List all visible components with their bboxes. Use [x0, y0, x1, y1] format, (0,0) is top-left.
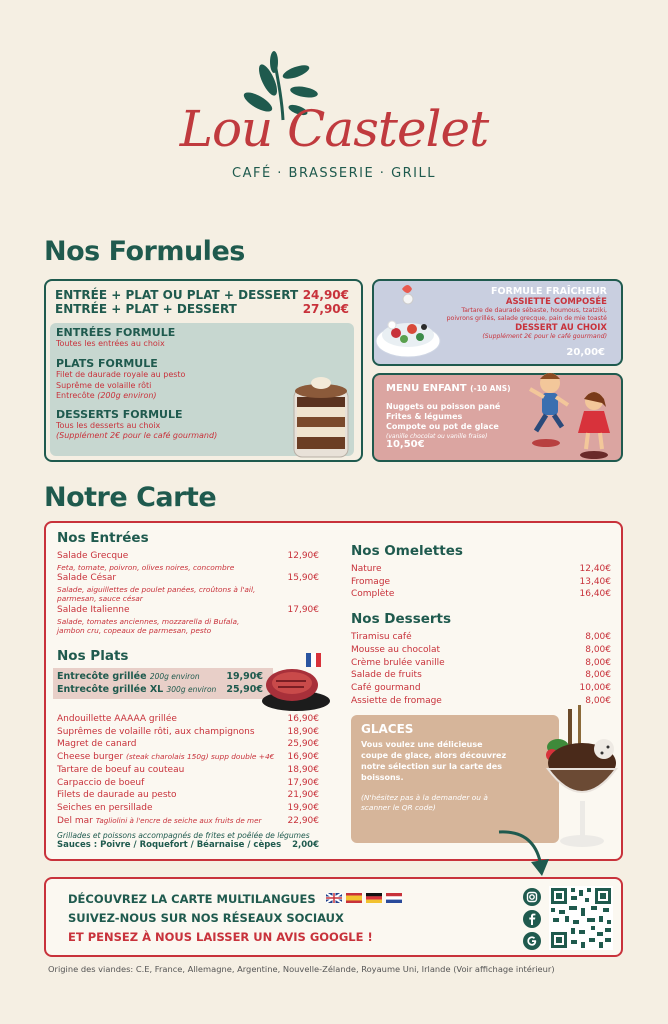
enfant-title: MENU ENFANT	[386, 383, 467, 394]
menu-item: Mousse au chocolat 8,00€	[351, 644, 611, 655]
uk-flag-icon[interactable]	[326, 893, 342, 903]
germany-flag-icon[interactable]	[366, 893, 382, 903]
desserts-formule-title: DESSERTS FORMULE	[56, 407, 183, 421]
menu-item: Salade César 15,90€	[57, 573, 319, 584]
menu-item: Magret de canard 25,90€	[57, 739, 319, 750]
menu-item: Café gourmand 10,00€	[351, 682, 611, 693]
arrow-icon	[495, 826, 555, 880]
carte-title: Notre Carte	[44, 482, 217, 513]
menu-item: Andouillette AAAAA grillée 16,90€	[57, 714, 319, 724]
entrees-title: Nos Entrées	[57, 530, 149, 546]
menu-item: Tiramisu café 8,00€	[351, 632, 611, 643]
glaces-text: Vous voulez une délicieuse coupe de glace, alors découvrez notre sélection sur la carte des boissons.	[361, 740, 507, 782]
multilang-line: DÉCOUVREZ LA CARTE MULTILANGUES	[68, 890, 402, 909]
steak-image	[260, 651, 332, 713]
menu-item: Tartare de boeuf au couteau 18,90€	[57, 764, 319, 775]
enfant-line: Nuggets ou poisson pané	[386, 402, 501, 411]
fraicheur-desc: Tartare de daurade sébaste, houmous, tzatziki, poivrons grillés, salade grecque, pain de mie toasté	[446, 307, 607, 322]
netherlands-flag-icon[interactable]	[386, 893, 402, 903]
kids-image	[522, 369, 622, 461]
social-line: SUIVEZ-NOUS SUR NOS RÉSEAUX SOCIAUX	[68, 911, 344, 925]
facebook-icon[interactable]	[523, 910, 541, 928]
enfant-price: 10,50€	[386, 439, 425, 450]
menu-item: Carpaccio de boeuf 17,90€	[57, 777, 319, 788]
glaces-box	[351, 715, 559, 843]
enfant-line: Compote ou pot de glace	[386, 422, 499, 431]
formule-offer: ENTRÉE + PLAT + DESSERT 27,90€	[55, 302, 349, 316]
menu-item: Salade Italienne 17,90€	[57, 604, 319, 615]
google-icon[interactable]	[523, 932, 541, 950]
formule-offer: ENTRÉE + PLAT OU PLAT + DESSERT 24,90€	[55, 288, 349, 302]
tiramisu-image	[288, 371, 354, 463]
glaces-note: (N'hésitez pas à la demander ou à scanner le QR code)	[361, 793, 488, 812]
menu-item: Nature 12,40€	[351, 564, 611, 574]
menu-item: Filets de daurade au pesto 21,90€	[57, 790, 319, 801]
brand-tagline: CAFÉ · BRASSERIE · GRILL	[232, 166, 436, 181]
omelettes-title: Nos Omelettes	[351, 543, 463, 559]
menu-item: Salade Grecque 12,90€	[57, 551, 319, 561]
flags	[326, 890, 402, 909]
enfant-line: Frites & légumes	[386, 412, 463, 421]
fraicheur-price: 20,00€	[566, 347, 605, 358]
menu-item: Del mar Tagliolini à l'encre de seiche aux fruits de mer 22,90€	[57, 815, 319, 826]
formules-detail-panel: ENTRÉES FORMULE Toutes les entrées au choix PLATS FORMULE Filet de daurade royale au pesto Suprême de volaille rôti Entrecôte (200g environ) DESSERTS FORMULE Tous les desserts au choix (Supplément 2€ pour le café gourmand)	[50, 323, 354, 456]
entrees-formule-title: ENTRÉES FORMULE	[56, 326, 176, 339]
spain-flag-icon[interactable]	[346, 893, 362, 903]
meat-origin-note: Origine des viandes: C.E, France, Allemagne, Argentine, Nouvelle-Zélande, Royaume Uni, Irlande (Voir affichage intérieur)	[48, 964, 555, 974]
footer-box	[44, 877, 623, 957]
formules-title: Nos Formules	[44, 236, 245, 267]
menu-item: Fromage 13,40€	[351, 576, 611, 587]
menu-item: Salade de fruits 8,00€	[351, 670, 611, 681]
instagram-icon[interactable]	[523, 888, 541, 906]
qr-code[interactable]	[549, 886, 613, 950]
fraicheur-dessert: DESSERT AU CHOIX	[515, 323, 607, 333]
menu-item: Crème brulée vanille 8,00€	[351, 657, 611, 668]
menu-enfant-box: MENU ENFANT (-10 ANS) Nuggets ou poisson pané Frites & légumes Compote ou pot de glace (vanille chocolat ou vanille fraise) 10,50€	[372, 373, 623, 462]
sauces-line: Sauces : Poivre / Roquefort / Béarnaise / cèpes 2,00€	[57, 840, 319, 851]
plats-note: Grillades et poissons accompagnés de frites et poêlée de légumes	[57, 831, 310, 841]
fraicheur-title: FORMULE FRAÎCHEUR	[490, 286, 607, 297]
menu-item: Seiches en persillade 19,90€	[57, 802, 319, 813]
plats-formule-title: PLATS FORMULE	[56, 357, 158, 370]
formule-fraicheur-box: FORMULE FRAÎCHEUR ASSIETTE COMPOSÉE Tartare de daurade sébaste, houmous, tzatziki, poivrons grillés, salade grecque, pain de mie toasté DESSERT AU CHOIX (Supplément 2€ pour le café gourmand) 20,00€	[372, 279, 623, 366]
brand-name: Lou Castelet	[179, 100, 489, 158]
entrees-formule-text: Toutes les entrées au choix	[56, 339, 165, 348]
desserts-title: Nos Desserts	[351, 611, 452, 628]
menu-item: Cheese burger (steak charolais 150g) supp double +4€ 16,90€	[57, 752, 319, 763]
fraicheur-subtitle: ASSIETTE COMPOSÉE	[505, 297, 607, 307]
carte-box: Nos Entrées Salade Grecque 12,90€ Feta, tomate, poivron, olives noires, concombre Salade César 15,90€ Salade, aiguillettes de poulet panées, croûtons à l'ail, parmesan, sauce césar Salade Italienne 17,90€ Salade, tomates anciennes, mozzarella di Bufala, jambon cru, copeaux de parmesan, pesto Nos Plats Entrecôte grillée 200g environ 19,90€ Entrecôte grillée XL 300g environ 25,90€ Andouillette AAAAA grillée 16,90€ Suprêmes de volaille rôti, aux champignons 18,90€ Magret de canard 25,90€ Cheese burger (steak charolais 150g) supp double +4€ 16,90€ Tartare de boeuf au couteau 18,90€ Carpaccio de boeuf 17,90€ Filets de daurade au pesto 21,90€ Seiches en persillade 19,90€ Del mar Tagliolini à l'encre de seiche aux fruits de mer 22,90€ Grillades et poissons accompagnés de frites et poêlée de légumes Sauces : Poivre / Roquefort / Béarnaise / cèpes 2,00€ Nos Omelettes Nature 12,40€ Fromage 13,40€ Complète 16,40€ Nos Desserts Tiramisu café 8,00€ Mousse au chocolat 8,00€ Crème brulée vanille 8,00€ Salade de fruits 8,00€ Café gourmand 10,00€ Assiette de fromage 8,00€ GLACES Vous voulez une délicieuse coupe de glace, alors découvrez notre sélection sur la carte des boissons. (N'hésitez pas à la demander ou à scanner le QR code)	[44, 521, 623, 861]
glaces-title: GLACES	[361, 722, 414, 736]
entrecote-item: Entrecôte grillée 200g environ 19,90€	[57, 671, 263, 682]
google-review-line: ET PENSEZ À NOUS LAISSER UN AVIS GOOGLE !	[68, 930, 373, 944]
plats-title: Nos Plats	[57, 647, 129, 664]
menu-item: Complète 16,40€	[351, 589, 611, 600]
menu-item: Assiette de fromage 8,00€	[351, 695, 611, 706]
entrecote-item: Entrecôte grillée XL 300g environ 25,90€	[57, 683, 263, 695]
salad-plate-image	[372, 277, 444, 363]
menu-item: Suprêmes de volaille rôti, aux champignons 18,90€	[57, 726, 319, 737]
formules-box	[44, 279, 363, 462]
